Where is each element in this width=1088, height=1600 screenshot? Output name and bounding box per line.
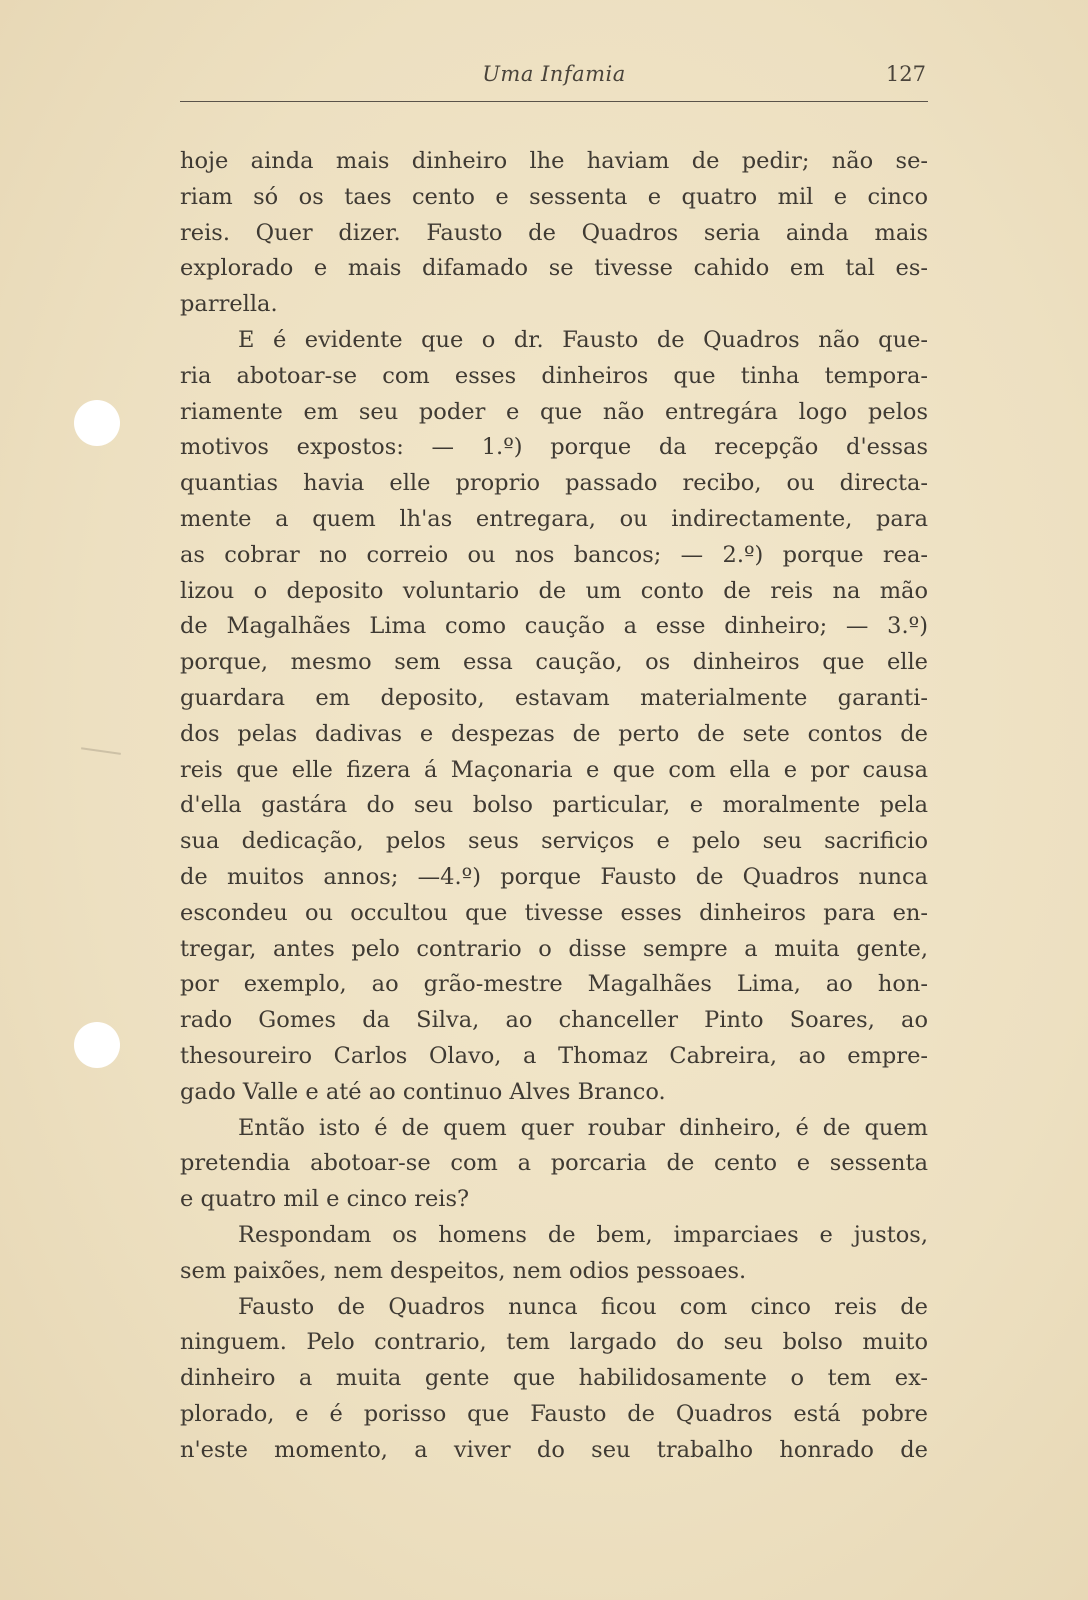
text-line: mente a quem lh'as entregara, ou indirectamente, para	[180, 505, 928, 532]
text-line: E é evidente que o dr. Fausto de Quadros não que-	[238, 326, 928, 353]
text-line: Fausto de Quadros nunca ficou com cinco reis de	[238, 1293, 928, 1320]
text-line: d'ella gastára do seu bolso particular, e moralmente pela	[180, 792, 928, 819]
text-line: ninguem. Pelo contrario, tem largado do seu bolso muito	[180, 1329, 928, 1356]
text-line: dos pelas dadivas e despezas de perto de sete contos de	[180, 720, 928, 747]
text-line: escondeu ou occultou que tivesse esses dinheiros para en-	[180, 899, 928, 926]
text-line: quantias havia elle proprio passado recibo, ou directa-	[180, 470, 928, 497]
margin-smudge	[79, 747, 121, 768]
running-title: Uma Infamia	[482, 62, 626, 86]
text-line: por exemplo, ao grão-mestre Magalhães Lima, ao hon-	[180, 971, 928, 998]
text-line: motivos expostos: — 1.º) porque da recepção d'essas	[180, 434, 928, 461]
text-line: de Magalhães Lima como caução a esse dinheiro; — 3.º)	[180, 613, 928, 640]
text-line: riamente em seu poder e que não entregára logo pelos	[180, 398, 928, 425]
text-line: guardara em deposito, estavam materialmente garanti-	[180, 684, 928, 711]
text-line: gado Valle e até ao continuo Alves Branco.	[180, 1078, 666, 1105]
text-line: sua dedicação, pelos seus serviços e pelo seu sacrificio	[180, 828, 928, 855]
punch-hole	[74, 1022, 120, 1068]
punch-hole	[74, 400, 120, 446]
text-line: de muitos annos; —4.º) porque Fausto de Quadros nunca	[180, 863, 928, 890]
text-line: e quatro mil e cinco reis?	[180, 1186, 470, 1213]
text-line: Então isto é de quem quer roubar dinheiro, é de quem	[238, 1114, 928, 1141]
text-line: parrella.	[180, 291, 278, 318]
text-line: thesoureiro Carlos Olavo, a Thomaz Cabreira, ao empre-	[180, 1042, 928, 1069]
text-line: plorado, e é porisso que Fausto de Quadros está pobre	[180, 1400, 928, 1427]
page-number: 127	[885, 62, 926, 86]
text-line: hoje ainda mais dinheiro lhe haviam de pedir; não se-	[180, 148, 928, 174]
text-line: as cobrar no correio ou nos bancos; — 2.º) porque rea-	[180, 541, 928, 568]
text-line: dinheiro a muita gente que habilidosamente o tem ex-	[180, 1365, 928, 1392]
header-rule	[180, 101, 928, 102]
text-line: explorado e mais difamado se tivesse cahido em tal es-	[180, 255, 928, 282]
text-line: pretendia abotoar-se com a porcaria de cento e sessenta	[180, 1150, 928, 1177]
page-header	[180, 58, 928, 98]
text-line: riam só os taes cento e sessenta e quatro mil e cinco	[180, 183, 928, 210]
text-line: reis. Quer dizer. Fausto de Quadros seria ainda mais	[180, 219, 928, 246]
text-line: Respondam os homens de bem, imparciaes e justos,	[238, 1221, 928, 1248]
text-line: sem paixões, nem despeitos, nem odios pessoaes.	[180, 1257, 747, 1284]
text-line: lizou o deposito voluntario de um conto de reis na mão	[180, 577, 928, 604]
text-line: ria abotoar-se com esses dinheiros que tinha tempora-	[180, 362, 928, 389]
text-line: porque, mesmo sem essa caução, os dinheiros que elle	[180, 649, 928, 676]
text-line: rado Gomes da Silva, ao chanceller Pinto Soares, ao	[180, 1007, 928, 1034]
text-line: tregar, antes pelo contrario o disse sempre a muita gente,	[180, 935, 928, 962]
text-line: n'este momento, a viver do seu trabalho honrado de	[180, 1436, 928, 1463]
body-text	[180, 144, 928, 1468]
text-line: reis que elle fizera á Maçonaria e que com ella e por causa	[180, 756, 928, 783]
